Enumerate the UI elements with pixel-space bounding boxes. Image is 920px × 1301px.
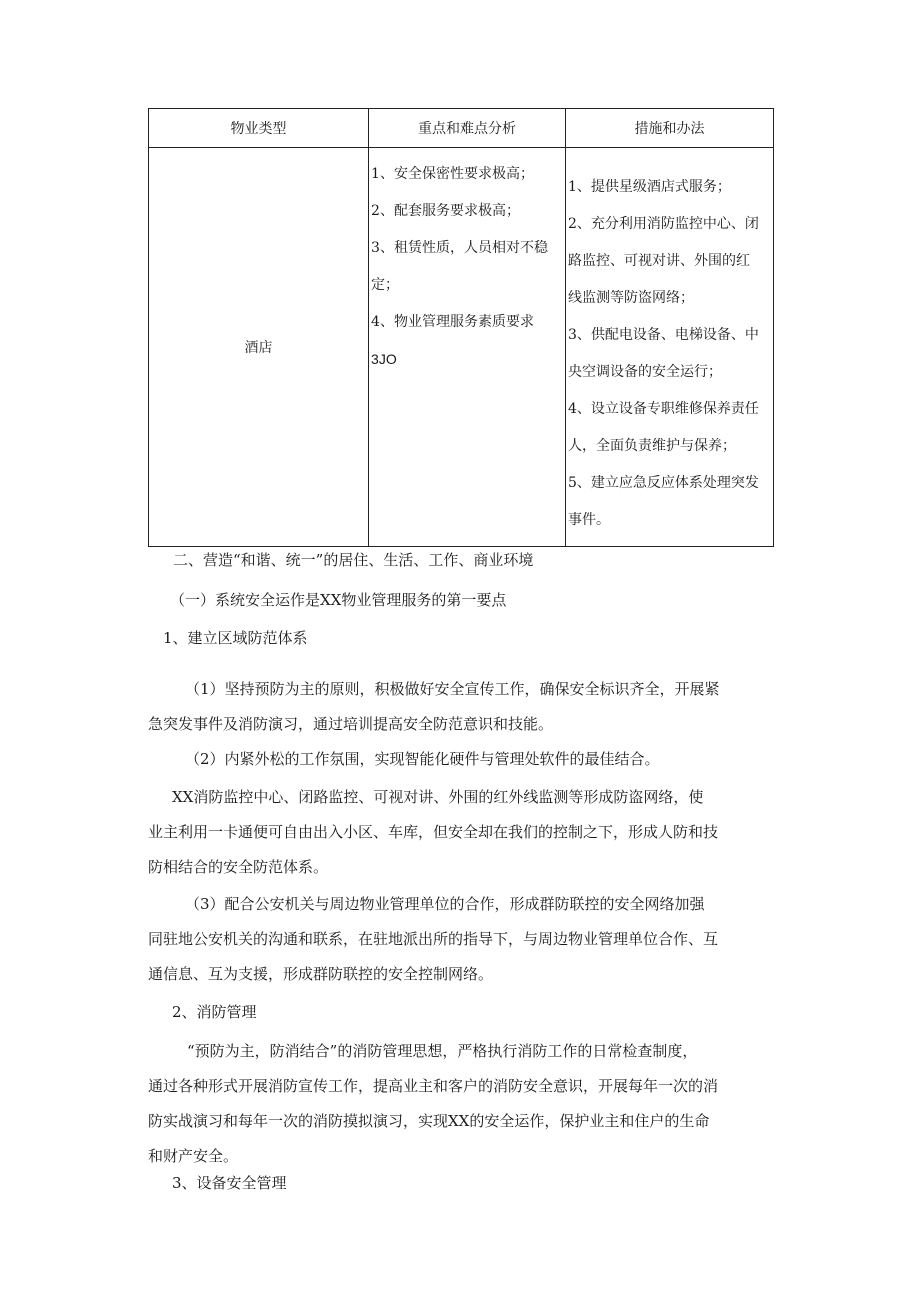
section-heading: 二、营造“和谐、统一”的居住、生活、工作、商业环境 [173, 551, 534, 569]
measures-line: 路监控、可视对讲、外围的红 [567, 253, 750, 269]
paragraph-line: XX消防监控中心、闭路监控、可视对讲、外围的红外线监测等形成防盗网络，使 [172, 788, 704, 806]
cell-measures [565, 148, 773, 547]
table-row [149, 148, 774, 547]
paragraph-line: 通过各种形式开展消防宣传工作，提高业主和客户的消防安全意识，开展每年一次的消 [148, 1077, 719, 1095]
property-analysis-table [148, 108, 774, 547]
header-property-type: 物业类型 [149, 109, 369, 148]
paragraph-line: （3）配合公安机关与周边物业管理单位的合作，形成群防联控的安全网络加强 [185, 895, 705, 913]
item-heading-1: 1、建立区域防范体系 [163, 629, 308, 647]
analysis-line: 3、租赁性质，人员相对不稳 [371, 240, 548, 256]
analysis-line: 2、配套服务要求极高； [371, 203, 520, 219]
analysis-line: 3JO [371, 351, 397, 367]
paragraph-line: 防相结合的安全防范体系。 [148, 858, 329, 876]
paragraph-line: 和财产安全。 [148, 1147, 239, 1165]
paragraph-line: （1）坚持预防为主的原则，积极做好安全宣传工作，确保安全标识齐全，开展紧 [185, 680, 720, 698]
paragraph-line: “预防为主，防消结合”的消防管理思想，严格执行消防工作的日常检查制度， [187, 1042, 698, 1060]
analysis-line: 4、物业管理服务素质要求 [371, 314, 534, 330]
header-key-difficulties: 重点和难点分析 [369, 109, 566, 148]
item-heading-2: 2、消防管理 [172, 1003, 257, 1021]
paragraph-line: 急突发事件及消防演习，通过培训提高安全防范意识和技能。 [148, 715, 554, 733]
analysis-line: 定； [371, 277, 400, 293]
measures-line: 事件。 [567, 512, 610, 528]
measures-line: 1、提供星级酒店式服务； [567, 179, 731, 195]
measures-line: 线监测等防盗网络； [567, 290, 694, 306]
paragraph-line: 业主利用一卡通便可自由出入小区、车库，但安全却在我们的控制之下，形成人防和技 [148, 823, 719, 841]
paragraph-line: 通信息、互为支援，形成群防联控的安全控制网络。 [148, 965, 494, 983]
table-header-row [149, 109, 774, 148]
analysis-line: 1、安全保密性要求极高； [371, 166, 534, 182]
measures-line: 人，全面负责维护与保养； [567, 438, 736, 454]
measures-line: 2、充分利用消防监控中心、闭 [567, 216, 759, 232]
cell-analysis [369, 148, 566, 547]
paragraph-line: （2）内紧外松的工作氛围，实现智能化硬件与管理处软件的最佳结合。 [185, 750, 660, 768]
item-heading-3: 3、设备安全管理 [172, 1174, 287, 1192]
measures-line: 5、建立应急反应体系处理突发 [567, 475, 759, 491]
paragraph-line: 防实战演习和每年一次的消防摸拟演习，实现XX的安全运作，保护业主和住户的生命 [148, 1112, 710, 1130]
header-measures: 措施和办法 [565, 109, 773, 148]
cell-property-type: 酒店 [149, 148, 369, 547]
paragraph-line: 同驻地公安机关的沟通和联系，在驻地派出所的指导下，与周边物业管理单位合作、互 [148, 930, 719, 948]
measures-line: 3、供配电设备、电梯设备、中 [567, 327, 759, 343]
measures-line: 央空调设备的安全运行； [567, 364, 722, 380]
subheading: （一）系统安全运作是XX物业管理服务的第一要点 [170, 591, 507, 609]
measures-line: 4、设立设备专职维修保养责任 [567, 401, 759, 417]
